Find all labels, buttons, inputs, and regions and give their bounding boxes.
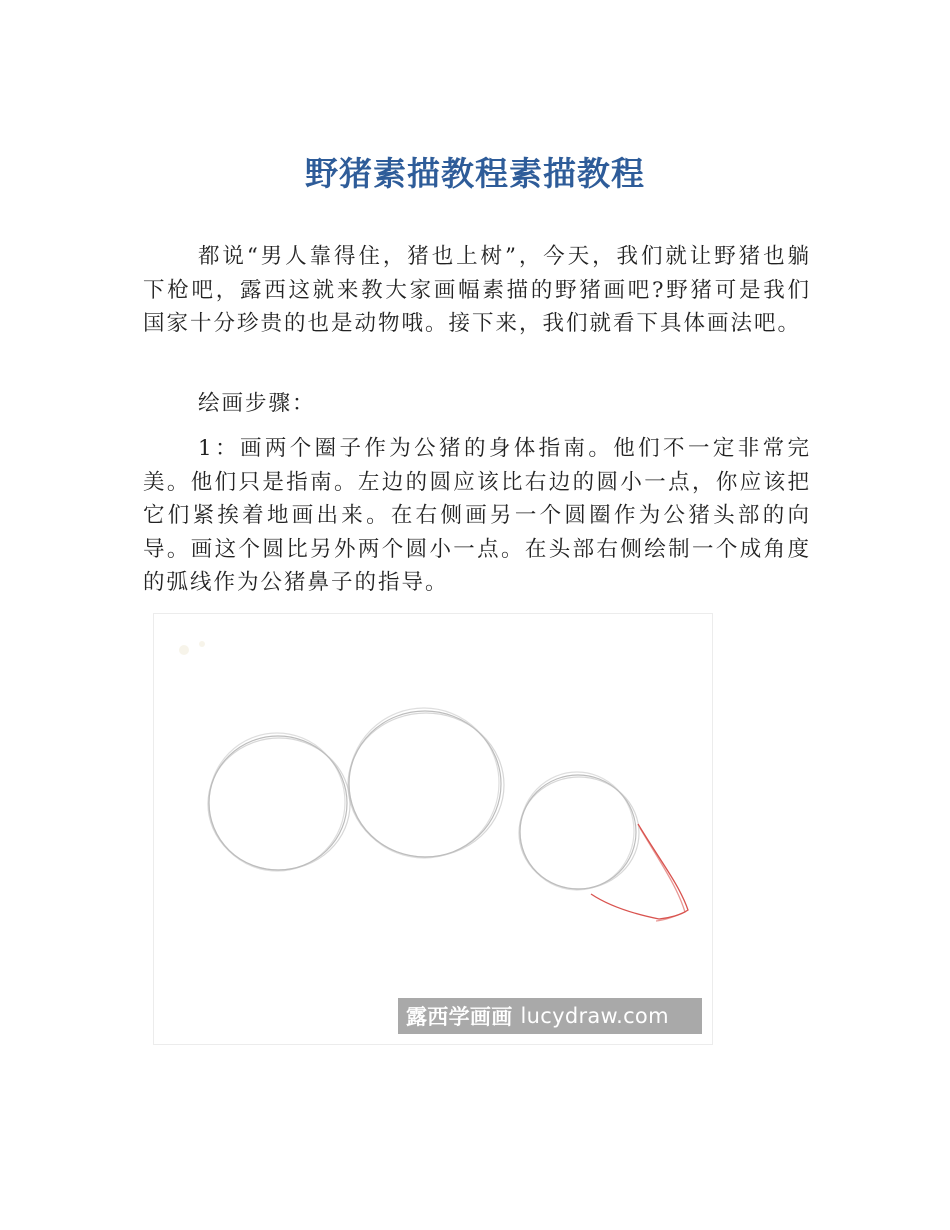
intro-paragraph: 都说“男人靠得住，猪也上树”，今天，我们就让野猪也躺下枪吧，露西这就来教大家画幅素描的野猪画吧?野猪可是我们国家十分珍贵的也是动物哦。接下来，我们就看下具体画法吧。 [143, 244, 811, 336]
guide-circles [208, 708, 639, 890]
steps-heading: 绘画步骤： [198, 391, 316, 416]
page-title: 野猪素描教程素描教程 [305, 154, 645, 193]
watermark-url: lucydraw.com [520, 1004, 669, 1028]
sketch-drawing [154, 614, 714, 1046]
paper-smudge [179, 641, 205, 655]
sketch-figure [153, 613, 713, 1045]
watermark-cn: 露西学画画 [406, 1005, 513, 1029]
step-1-paragraph: 1：画两个圈子作为公猪的身体指南。他们不一定非常完美。他们只是指南。左边的圆应该比右边的圆小一点，你应该把它们紧挨着地画出来。在右侧画另一个圆圈作为公猪头部的向导。画这个圆比另外两个圆小一点。在头部右侧绘制一个成角度的弧线作为公猪鼻子的指导。 [143, 436, 811, 595]
watermark [398, 998, 702, 1034]
snout-guide [591, 824, 688, 921]
